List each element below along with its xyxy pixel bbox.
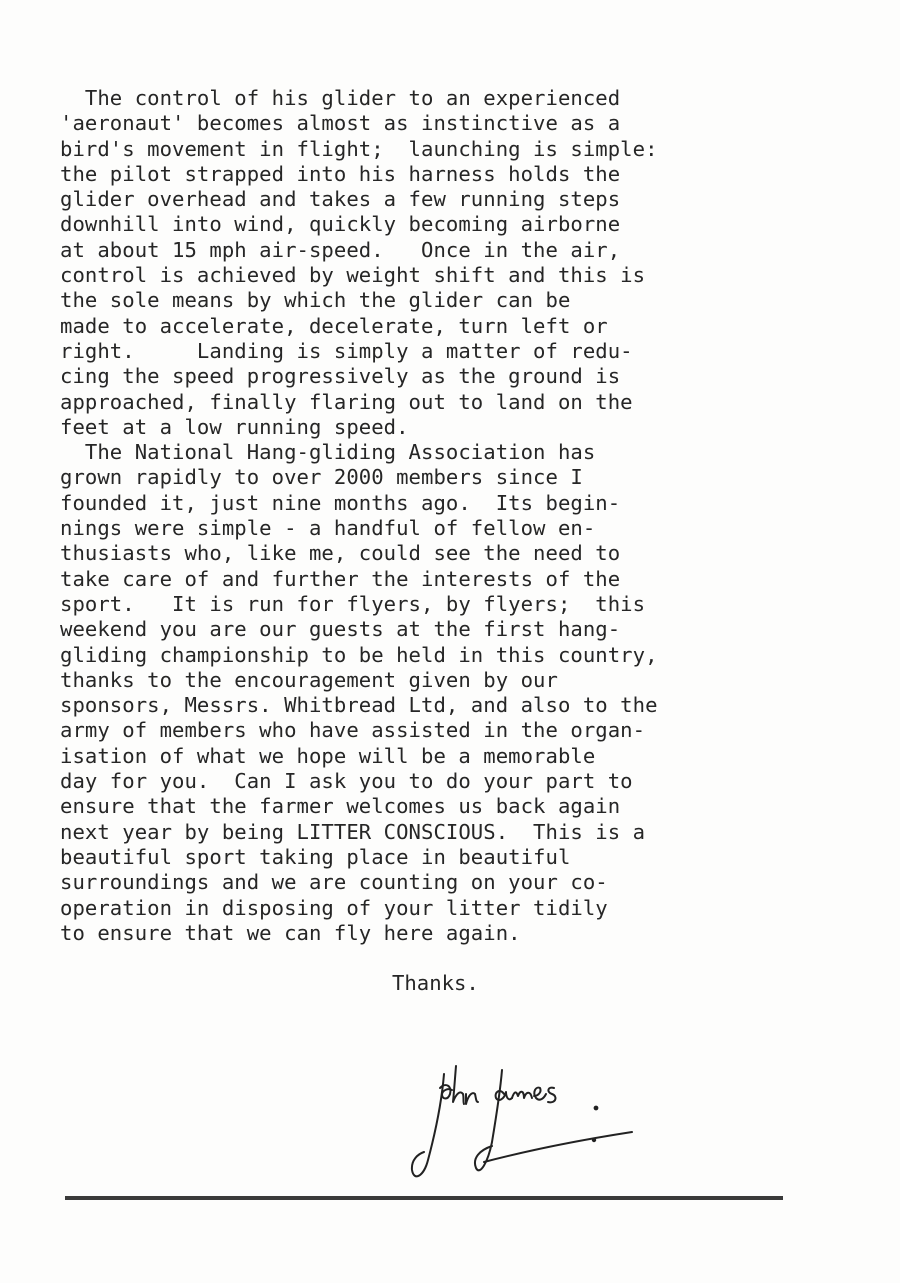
text-line: sport. It is run for flyers, by flyers; this bbox=[60, 591, 646, 616]
closing-text: Thanks. bbox=[392, 971, 479, 995]
text-line: sponsors, Messrs. Whitbread Ltd, and also to the bbox=[60, 693, 658, 718]
text-line: cing the speed progressively as the ground is bbox=[60, 364, 621, 389]
text-line: bird's movement in flight; launching is simple: bbox=[60, 136, 658, 161]
text-line: gliding championship to be held in this country, bbox=[60, 642, 658, 667]
text-line: control is achieved by weight shift and this is bbox=[60, 263, 646, 288]
text-line: army of members who have assisted in the organ- bbox=[60, 718, 646, 743]
text-line: downhill into wind, quickly becoming airborne bbox=[60, 212, 621, 237]
text-line: surroundings and we are counting on your co- bbox=[60, 870, 608, 895]
text-line: beautiful sport taking place in beautiful bbox=[60, 844, 571, 869]
text-line: to ensure that we can fly here again. bbox=[60, 920, 521, 945]
bottom-rule bbox=[65, 1196, 783, 1200]
letter-body bbox=[60, 86, 860, 946]
text-line: 'aeronaut' becomes almost as instinctive as a bbox=[60, 111, 621, 136]
text-line: feet at a low running speed. bbox=[60, 414, 409, 439]
text-line: glider overhead and takes a few running steps bbox=[60, 187, 621, 212]
text-line: The National Hang-gliding Association has bbox=[60, 440, 596, 465]
text-line: nings were simple - a handful of fellow en- bbox=[60, 516, 596, 541]
text-line: made to accelerate, decelerate, turn left or bbox=[60, 313, 608, 338]
text-line: weekend you are our guests at the first hang- bbox=[60, 617, 621, 642]
text-line: ensure that the farmer welcomes us back again bbox=[60, 794, 621, 819]
text-line: thusiasts who, like me, could see the need to bbox=[60, 541, 621, 566]
text-line: take care of and further the interests of the bbox=[60, 566, 621, 591]
text-line: day for you. Can I ask you to do your part to bbox=[60, 769, 633, 794]
text-line: founded it, just nine months ago. Its begin- bbox=[60, 490, 621, 515]
text-line: the pilot strapped into his harness holds the bbox=[60, 161, 621, 186]
text-line: The control of his glider to an experienced bbox=[60, 86, 621, 110]
text-line: the sole means by which the glider can be bbox=[60, 288, 571, 313]
text-line: isation of what we hope will be a memorable bbox=[60, 743, 596, 768]
handwritten-signature bbox=[400, 1058, 650, 1188]
text-line: approached, finally flaring out to land on the bbox=[60, 389, 633, 414]
text-line: grown rapidly to over 2000 members since I bbox=[60, 465, 583, 490]
text-line: at about 15 mph air-speed. Once in the air, bbox=[60, 237, 621, 262]
text-line: next year by being LITTER CONSCIOUS. This is a bbox=[60, 819, 646, 844]
text-line: thanks to the encouragement given by our bbox=[60, 667, 558, 692]
text-line: right. Landing is simply a matter of redu- bbox=[60, 338, 633, 363]
text-line: operation in disposing of your litter tidily bbox=[60, 895, 608, 920]
